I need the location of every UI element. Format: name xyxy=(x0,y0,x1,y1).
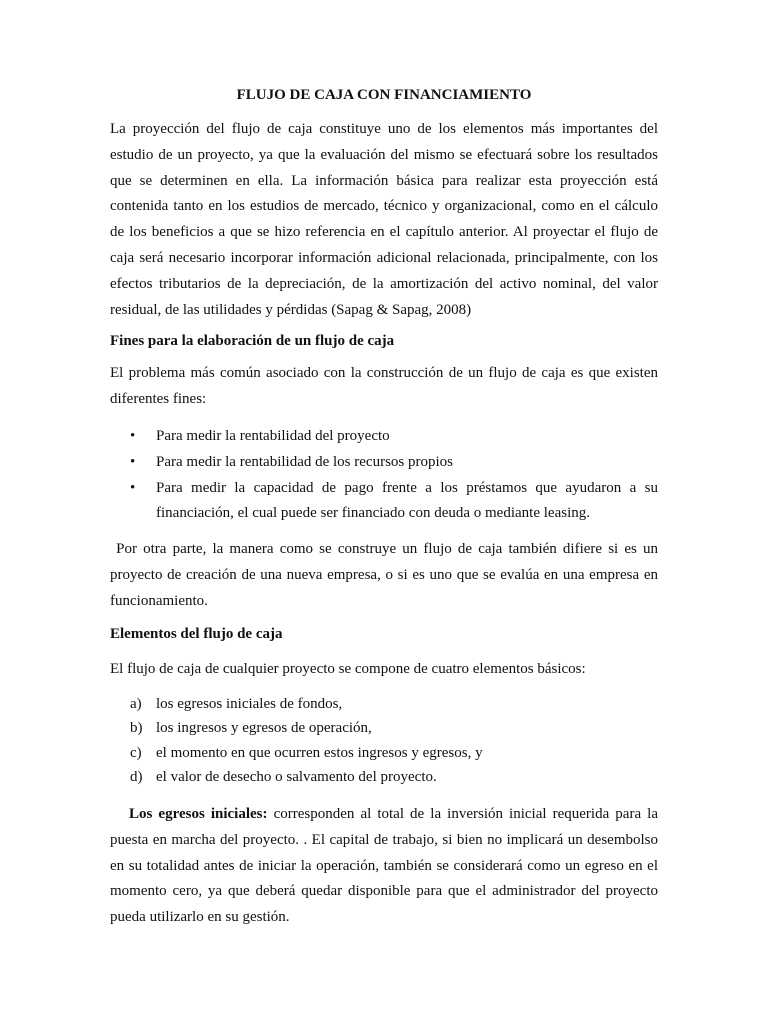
elementos-paragraph: El flujo de caja de cualquier proyecto se compone de cuatro elementos básicos: xyxy=(110,661,586,677)
list-item xyxy=(110,716,658,740)
list-item xyxy=(110,450,658,476)
bullet-icon: • xyxy=(130,479,136,496)
bullet-text: Para medir la rentabilidad de los recursos propios xyxy=(156,453,453,470)
bullet-text: Para medir la rentabilidad del proyecto xyxy=(156,428,390,444)
list-marker: b) xyxy=(130,720,143,737)
list-marker: c) xyxy=(130,744,142,761)
list-item xyxy=(110,476,658,528)
bullet-icon: • xyxy=(130,453,136,470)
list-item-text: el momento en que ocurren estos ingresos y egresos, y xyxy=(156,744,483,761)
list-item xyxy=(110,692,658,716)
list-marker: d) xyxy=(130,768,143,785)
egresos-lead: Los egresos iniciales: xyxy=(129,806,268,822)
list-item-text: los ingresos y egresos de operación, xyxy=(156,720,372,737)
egresos-text: corresponden al total de la inversión inicial requerida para la puesta en marcha del proyecto. . El capital de trabajo, si bien no implicará un desembolso en su totalidad antes de iniciar la operación, también se considerará como un egreso en el momento cero, ya que deberá quedar disponible para que el administrador del proyecto pueda utilizarlo en su gestión. xyxy=(110,806,662,926)
document-title: FLUJO DE CAJA CON FINANCIAMIENTO xyxy=(236,87,532,103)
section-heading-fines: Fines para la elaboración de un flujo de caja xyxy=(110,333,395,349)
egresos-paragraph xyxy=(110,802,662,931)
intro-paragraph: La proyección del flujo de caja constituye uno de los elementos más importantes del estudio de un proyecto, ya que la evaluación del mismo se efectuará sobre los resultados que se determinen en ella. La información básica para realizar esta proyección está contenida tanto en los estudios de mercado, técnico y organizacional, como en el cálculo de los beneficios a que se hizo referencia en el capítulo anterior. Al proyectar el flujo de caja será necesario incorporar información adicional relacionada, principalmente, con los efectos tributarios de la depreciación, de la amortización del activo nominal, del valor residual, de las utilidades y pérdidas (Sapag & Sapag, 2008) xyxy=(110,121,658,318)
section-heading-elementos: Elementos del flujo de caja xyxy=(110,626,283,642)
list-item-text: el valor de desecho o salvamento del proyecto. xyxy=(156,768,437,785)
bullet-text: Para medir la capacidad de pago frente a los préstamos que ayudaron a su financiación, el cual puede ser financiado con deuda o mediante leasing. xyxy=(156,479,658,522)
fines-paragraph: El problema más común asociado con la construcción de un flujo de caja es que existen diferentes fines: xyxy=(110,365,658,407)
elementos-list xyxy=(110,692,658,789)
list-item-text: los egresos iniciales de fondos, xyxy=(156,696,343,712)
fines-bullet-list xyxy=(110,424,658,527)
bullet-icon: • xyxy=(130,428,136,444)
list-item xyxy=(110,424,658,450)
list-item xyxy=(110,765,658,789)
closing-paragraph: Por otra parte, la manera como se construye un flujo de caja también difiere si es un proyecto de creación de una nueva empresa, o si es uno que se evalúa en una empresa en funcionamiento. xyxy=(110,541,662,609)
list-marker: a) xyxy=(130,696,142,712)
list-item xyxy=(110,741,658,765)
